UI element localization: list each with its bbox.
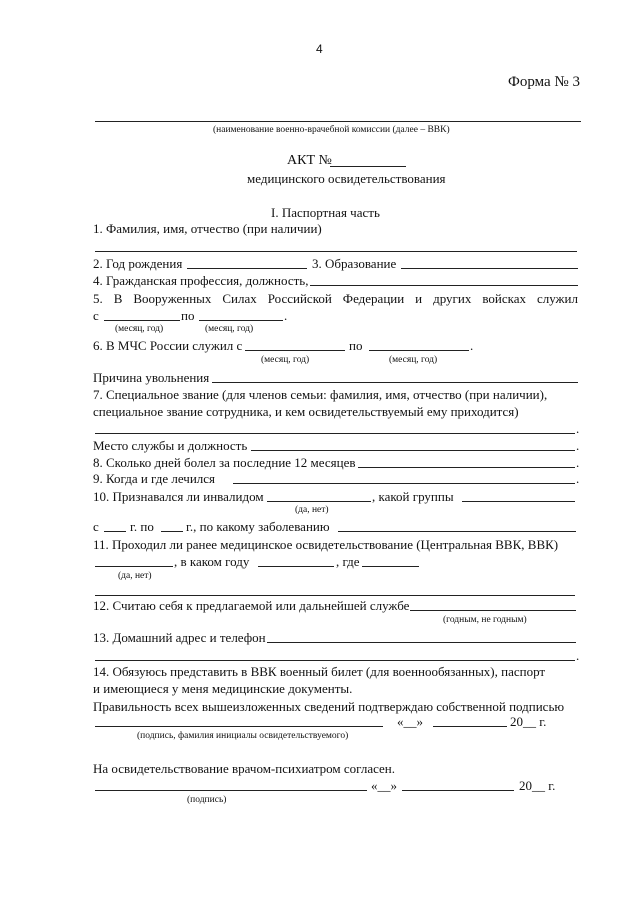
sick-days-field[interactable] — [358, 467, 575, 468]
fitness-caption: (годным, не годным) — [443, 615, 527, 625]
q6-month-year-caption-1: (месяц, год) — [261, 355, 310, 365]
prev-exam-year-field[interactable] — [258, 566, 334, 567]
full-name-field[interactable] — [95, 251, 577, 252]
question-8-label: 8. Сколько дней болел за последние 12 месяцев — [93, 455, 356, 470]
consent-date-month-field[interactable] — [402, 790, 514, 791]
question-5-label: 5. В Вооруженных Силах Российской Федерации и других войсках служил — [93, 291, 578, 306]
act-subtitle: медицинского освидетельствования — [247, 171, 446, 186]
education-field[interactable] — [401, 268, 578, 269]
q10-year-from-field[interactable] — [104, 531, 126, 532]
address-field-2[interactable] — [95, 660, 575, 661]
question-10-label: 10. Признавался ли инвалидом — [93, 489, 264, 504]
question-7-label-line-2: специальное звание сотрудника, и кем освидетельствуемый ему приходится) — [93, 404, 519, 419]
q6-to-field[interactable] — [369, 350, 469, 351]
signature-caption: (подпись, фамилия инициалы освидетельствуемого) — [137, 731, 349, 741]
q6-to-label: по — [349, 338, 363, 353]
consent-signature-caption: (подпись) — [187, 795, 227, 805]
question-6-label: 6. В МЧС России служил с — [93, 338, 243, 353]
q5-from-field[interactable] — [104, 320, 180, 321]
address-field[interactable] — [267, 642, 576, 643]
prev-exam-details-field[interactable] — [95, 595, 575, 596]
q10-from-label: с — [93, 519, 99, 534]
consent-date-year: 20__ г. — [519, 778, 556, 793]
workplace-end: . — [576, 438, 580, 453]
dismissal-reason-label: Причина увольнения — [93, 370, 210, 385]
q10-disease-field[interactable] — [338, 531, 576, 532]
q5-month-year-caption-1: (месяц, год) — [115, 324, 164, 334]
question-11-label: 11. Проходил ли ранее медицинское освидетельствование (Центральная ВВК, ВВК) — [93, 537, 559, 552]
question-12-label: 12. Считаю себя к предлагаемой или дальнейшей службе — [93, 598, 410, 613]
disability-field[interactable] — [267, 501, 371, 502]
q5-end: . — [284, 308, 288, 323]
profession-field[interactable] — [310, 285, 578, 286]
question-14-line-1: 14. Обязуюсь представить в ВВК военный билет (для военнообязанных), паспорт — [93, 664, 546, 679]
signature-field[interactable] — [95, 726, 383, 727]
consent-signature-field[interactable] — [95, 790, 367, 791]
prev-exam-year-label: , в каком году — [174, 554, 250, 569]
q5-to-field[interactable] — [199, 320, 283, 321]
question-9-label: 9. Когда и где лечился — [93, 471, 216, 486]
confirmation-text: Правильность всех вышеизложенных сведений подтверждаю собственной подписью — [93, 699, 565, 714]
question-14-line-2: и имеющиеся у меня медицинские документы. — [93, 681, 353, 696]
act-title: АКТ № — [287, 153, 332, 168]
disability-group-field[interactable] — [462, 501, 575, 502]
workplace-label: Место службы и должность — [93, 438, 248, 453]
prev-exam-yes-no-caption: (да, нет) — [118, 571, 152, 581]
q6-from-field[interactable] — [245, 350, 345, 351]
prev-exam-field[interactable] — [95, 566, 173, 567]
birth-year-field[interactable] — [187, 268, 307, 269]
disability-group-label: , какой группы — [372, 489, 454, 504]
vvk-caption: (наименование военно-врачебной комиссии (далее – ВВК) — [213, 125, 450, 135]
q5-month-year-caption-2: (месяц, год) — [205, 324, 254, 334]
consent-date-quote: «__» — [371, 778, 397, 793]
address-end: . — [576, 648, 580, 663]
form-label: Форма № 3 — [508, 74, 580, 90]
question-7-label-line-1: 7. Специальное звание (для членов семьи: фамилия, имя, отчество (при наличии), — [93, 387, 548, 402]
question-4-label: 4. Гражданская профессия, должность, — [93, 273, 309, 288]
question-1-label: 1. Фамилия, имя, отчество (при наличии) — [93, 221, 322, 236]
sick-days-end: . — [576, 455, 580, 470]
q5-from-label: с — [93, 308, 99, 323]
special-rank-end: . — [576, 421, 580, 436]
q5-to-label: по — [181, 308, 195, 323]
q6-end: . — [470, 338, 474, 353]
dismissal-reason-field[interactable] — [212, 382, 578, 383]
question-2-label: 2. Год рождения — [93, 256, 183, 271]
treatment-field[interactable] — [233, 483, 575, 484]
vvk-name-line — [95, 121, 581, 122]
question-3-label: 3. Образование — [312, 256, 397, 271]
date-day-quote: «__» — [397, 714, 423, 729]
act-number-line — [330, 166, 406, 167]
prev-exam-where-field[interactable] — [362, 566, 419, 567]
date-year: 20__ г. — [510, 714, 547, 729]
treatment-end: . — [576, 471, 580, 486]
q10-year-from-label: г. по — [130, 519, 154, 534]
q10-disease-label: г., по какому заболеванию — [186, 519, 330, 534]
q6-month-year-caption-2: (месяц, год) — [389, 355, 438, 365]
special-rank-field[interactable] — [95, 433, 575, 434]
q10-year-to-field[interactable] — [161, 531, 183, 532]
question-13-label: 13. Домашний адрес и телефон — [93, 630, 266, 645]
section-title: I. Паспортная часть — [271, 205, 380, 220]
psychiatrist-consent-text: На освидетельствование врачом-психиатром согласен. — [93, 761, 396, 776]
page-number: 4 — [316, 42, 323, 56]
date-month-field[interactable] — [433, 726, 507, 727]
disability-yes-no-caption: (да, нет) — [295, 505, 329, 515]
prev-exam-where-label: , где — [336, 554, 360, 569]
fitness-field[interactable] — [410, 610, 576, 611]
workplace-field[interactable] — [251, 450, 575, 451]
